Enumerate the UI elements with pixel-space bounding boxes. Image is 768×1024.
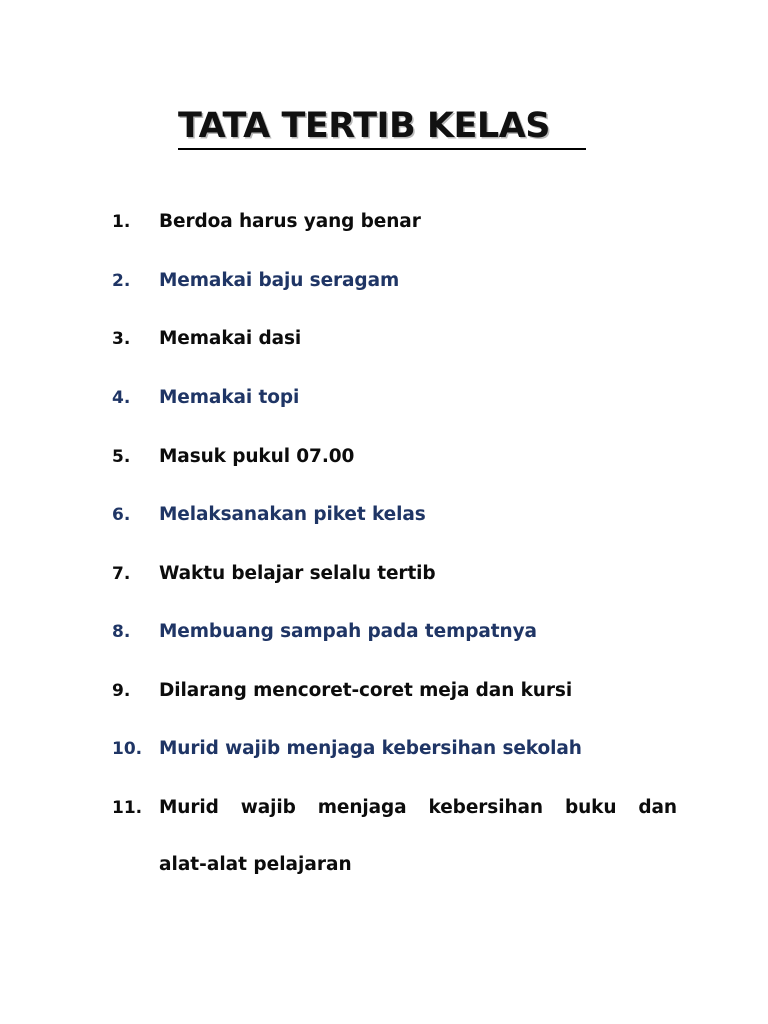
rule-text: Berdoa harus yang benar: [159, 211, 421, 232]
rule-item-1: [0, 210, 768, 250]
rule-number: 9.: [112, 681, 131, 701]
rule-text: Melaksanakan piket kelas: [159, 504, 426, 525]
rule-text: Membuang sampah pada tempatnya: [159, 621, 537, 642]
rule-item-3: [0, 327, 768, 367]
rule-number: 8.: [112, 622, 131, 642]
rule-number: 10.: [112, 739, 143, 759]
rule-number: 6.: [112, 505, 131, 525]
rule-item-7: [0, 562, 768, 602]
rule-number: 1.: [112, 212, 131, 232]
rule-number: 5.: [112, 447, 131, 467]
rule-text: Memakai dasi: [159, 328, 302, 349]
rule-item-4: [0, 386, 768, 426]
rule-text: Masuk pukul 07.00: [159, 446, 355, 467]
rule-text: Dilarang mencoret-coret meja dan kursi: [159, 680, 573, 701]
rule-item-8: [0, 620, 768, 660]
rule-item-5: [0, 445, 768, 485]
rule-text: Memakai baju seragam: [159, 270, 400, 291]
rule-number: 11.: [112, 798, 143, 818]
rule-number: 3.: [112, 329, 131, 349]
rule-item-9: [0, 679, 768, 719]
rule-number: 2.: [112, 271, 131, 291]
rule-number: 4.: [112, 388, 131, 408]
rule-text: Murid wajib menjaga kebersihan buku dan: [159, 797, 677, 818]
rule-text: Waktu belajar selalu tertib: [159, 563, 436, 584]
rule-item-10: [0, 737, 768, 777]
rule-item-2: [0, 269, 768, 309]
rule-text-continuation: alat-alat pelajaran: [159, 854, 352, 875]
rule-number: 7.: [112, 564, 131, 584]
rule-text: Memakai topi: [159, 387, 300, 408]
rule-item-11: [0, 796, 768, 876]
rule-text: Murid wajib menjaga kebersihan sekolah: [159, 738, 582, 759]
document-title: TATA TERTIB KELAS: [178, 106, 551, 146]
rule-item-6: [0, 503, 768, 543]
